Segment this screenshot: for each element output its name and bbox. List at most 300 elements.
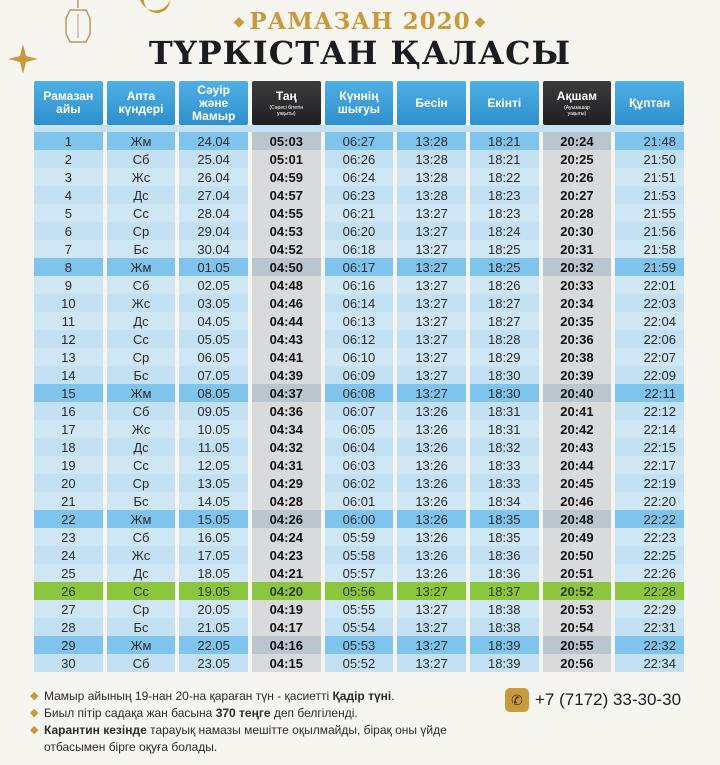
column-header-label: айы bbox=[56, 102, 81, 116]
table-cell: 18:27 bbox=[470, 312, 539, 330]
table-cell: 06:20 bbox=[325, 222, 394, 240]
table-cell: Ср bbox=[107, 348, 176, 366]
table-cell: 13:26 bbox=[397, 420, 466, 438]
table-cell: 04.05 bbox=[179, 312, 248, 330]
table-cell: 18:24 bbox=[470, 222, 539, 240]
column-header-label: Сәуір bbox=[197, 82, 230, 97]
table-cell: 18:27 bbox=[470, 294, 539, 312]
table-cell: 06:23 bbox=[325, 186, 394, 204]
table-row bbox=[34, 330, 684, 348]
table-cell: 18:25 bbox=[470, 240, 539, 258]
table-cell: 06:16 bbox=[325, 276, 394, 294]
table-cell: Бс bbox=[107, 618, 176, 636]
table-cell: 04:28 bbox=[252, 492, 321, 510]
table-cell: 21:51 bbox=[615, 168, 684, 186]
table-cell: 13:27 bbox=[397, 312, 466, 330]
table-cell: 27.04 bbox=[179, 186, 248, 204]
table-cell: 22:32 bbox=[615, 636, 684, 654]
table-row bbox=[34, 582, 684, 600]
table-cell: 18:36 bbox=[470, 564, 539, 582]
table-cell: 20:56 bbox=[543, 654, 612, 672]
table-cell: 18:36 bbox=[470, 546, 539, 564]
table-cell: 18:35 bbox=[470, 528, 539, 546]
table-cell: 13.05 bbox=[179, 474, 248, 492]
table-row bbox=[34, 654, 684, 672]
table-cell: 19 bbox=[34, 456, 103, 474]
table-row bbox=[34, 204, 684, 222]
table-cell: 11 bbox=[34, 312, 103, 330]
table-cell: Сс bbox=[107, 330, 176, 348]
phone-number[interactable]: +7 (7172) 33-30-30 bbox=[535, 690, 682, 709]
table-cell: Бс bbox=[107, 366, 176, 384]
table-cell: 20:27 bbox=[543, 186, 612, 204]
table-cell: 17.05 bbox=[179, 546, 248, 564]
table-cell: 13:26 bbox=[397, 402, 466, 420]
table-cell: 10 bbox=[34, 294, 103, 312]
table-cell: Дс bbox=[107, 186, 176, 204]
table-cell: 05:01 bbox=[252, 150, 321, 168]
table-cell: 22:34 bbox=[615, 654, 684, 672]
table-cell: 25 bbox=[34, 564, 103, 582]
table-cell: 20:36 bbox=[543, 330, 612, 348]
table-cell: 04:41 bbox=[252, 348, 321, 366]
table-cell: 23 bbox=[34, 528, 103, 546]
table-cell: 13:27 bbox=[397, 294, 466, 312]
column-header bbox=[615, 81, 684, 125]
table-cell: 04:21 bbox=[252, 564, 321, 582]
table-cell: 04:34 bbox=[252, 420, 321, 438]
column-header bbox=[470, 81, 539, 125]
table-cell: 04:17 bbox=[252, 618, 321, 636]
table-cell: 21:56 bbox=[615, 222, 684, 240]
table-cell: 15 bbox=[34, 384, 103, 402]
table-cell: 22:12 bbox=[615, 402, 684, 420]
phone-icon: ✆ bbox=[505, 688, 529, 712]
column-header-label: Бесін bbox=[415, 95, 448, 110]
table-cell: 18:31 bbox=[470, 420, 539, 438]
table-cell: 05:52 bbox=[325, 654, 394, 672]
table-cell: 20:39 bbox=[543, 366, 612, 384]
table-cell: 18:29 bbox=[470, 348, 539, 366]
table-cell: 13:28 bbox=[397, 168, 466, 186]
column-header bbox=[397, 81, 466, 125]
table-cell: 22:07 bbox=[615, 348, 684, 366]
table-row bbox=[34, 618, 684, 636]
table-cell: 15.05 bbox=[179, 510, 248, 528]
table-cell: Сс bbox=[107, 582, 176, 600]
table-cell: 06:13 bbox=[325, 312, 394, 330]
table-cell: 13:27 bbox=[397, 636, 466, 654]
table-cell: 22:22 bbox=[615, 510, 684, 528]
table-cell: 18:23 bbox=[470, 204, 539, 222]
column-header-label: Апта bbox=[126, 89, 156, 103]
table-cell: 20:28 bbox=[543, 204, 612, 222]
table-cell: 18:33 bbox=[470, 456, 539, 474]
table-cell: 20:45 bbox=[543, 474, 612, 492]
table-cell: 9 bbox=[34, 276, 103, 294]
table-cell: 22.05 bbox=[179, 636, 248, 654]
table-row bbox=[34, 600, 684, 618]
table-cell: 11.05 bbox=[179, 438, 248, 456]
table-cell: 08.05 bbox=[179, 384, 248, 402]
table-cell: Дс bbox=[107, 312, 176, 330]
bullet-icon: ◆ bbox=[30, 707, 39, 719]
table-cell: 20:42 bbox=[543, 420, 612, 438]
table-cell: 13:26 bbox=[397, 564, 466, 582]
table-cell: 2 bbox=[34, 150, 103, 168]
table-cell: 06:02 bbox=[325, 474, 394, 492]
table-cell: 18:25 bbox=[470, 258, 539, 276]
table-cell: Сб bbox=[107, 654, 176, 672]
table-cell: Дс bbox=[107, 564, 176, 582]
table-cell: 05.05 bbox=[179, 330, 248, 348]
table-cell: Жм bbox=[107, 636, 176, 654]
table-cell: 04:36 bbox=[252, 402, 321, 420]
table-cell: 04:26 bbox=[252, 510, 321, 528]
table-cell: 22:15 bbox=[615, 438, 684, 456]
table-cell: 05:57 bbox=[325, 564, 394, 582]
table-cell: 05:53 bbox=[325, 636, 394, 654]
table-cell: 06:07 bbox=[325, 402, 394, 420]
table-cell: 13:27 bbox=[397, 330, 466, 348]
table-cell: 22:26 bbox=[615, 564, 684, 582]
table-row bbox=[34, 312, 684, 330]
table-cell: 13:27 bbox=[397, 276, 466, 294]
table-cell: Ср bbox=[107, 600, 176, 618]
table-cell: 20:32 bbox=[543, 258, 612, 276]
table-cell: 20:52 bbox=[543, 582, 612, 600]
table-cell: 18:39 bbox=[470, 636, 539, 654]
table-cell: 28 bbox=[34, 618, 103, 636]
note-item: ◆ Карантин кезінде тарауық намазы мешітте оқылмайды, бірақ оны үйде отбасымен бірге оқуға болады. bbox=[30, 723, 447, 754]
table-cell: 22:23 bbox=[615, 528, 684, 546]
table-row bbox=[34, 546, 684, 564]
table-cell: 13:27 bbox=[397, 384, 466, 402]
table-cell: 13:26 bbox=[397, 456, 466, 474]
table-cell: 14.05 bbox=[179, 492, 248, 510]
table-cell: Жс bbox=[107, 168, 176, 186]
table-row bbox=[34, 510, 684, 528]
table-row bbox=[34, 474, 684, 492]
table-cell: 22:20 bbox=[615, 492, 684, 510]
table-cell: 13:27 bbox=[397, 348, 466, 366]
table-cell: 13:26 bbox=[397, 474, 466, 492]
table-cell: 20:26 bbox=[543, 168, 612, 186]
page-title: ТҮРКІСТАН ҚАЛАСЫ bbox=[148, 34, 572, 72]
table-cell: 06:09 bbox=[325, 366, 394, 384]
table-cell: 04:52 bbox=[252, 240, 321, 258]
table-cell: 13:27 bbox=[397, 582, 466, 600]
table-cell: 22:28 bbox=[615, 582, 684, 600]
subtitle: ◆ РАМАЗАН 2020 ◆ bbox=[233, 8, 487, 35]
table-cell: 13:27 bbox=[397, 240, 466, 258]
notes-section bbox=[30, 688, 500, 756]
table-cell: Сб bbox=[107, 402, 176, 420]
table-cell: 06:04 bbox=[325, 438, 394, 456]
table-cell: 18.05 bbox=[179, 564, 248, 582]
table-cell: 6 bbox=[34, 222, 103, 240]
column-header-label: Рамазан bbox=[43, 89, 94, 103]
table-cell: 20:30 bbox=[543, 222, 612, 240]
table-cell: 20:49 bbox=[543, 528, 612, 546]
column-header-label: Ақшам bbox=[556, 88, 598, 103]
table-cell: 06:21 bbox=[325, 204, 394, 222]
table-row bbox=[34, 222, 684, 240]
table-row bbox=[34, 168, 684, 186]
table-cell: 18:21 bbox=[470, 132, 539, 150]
table-cell: 20:44 bbox=[543, 456, 612, 474]
table-cell: Жм bbox=[107, 510, 176, 528]
table-cell: 01.05 bbox=[179, 258, 248, 276]
table-cell: 12.05 bbox=[179, 456, 248, 474]
table-cell: Сс bbox=[107, 204, 176, 222]
table-cell: 13:28 bbox=[397, 186, 466, 204]
table-cell: 04:53 bbox=[252, 222, 321, 240]
column-header bbox=[325, 81, 394, 125]
table-cell: 20:40 bbox=[543, 384, 612, 402]
column-header-label: Мамыр bbox=[192, 108, 236, 123]
table-cell: 06:27 bbox=[325, 132, 394, 150]
column-header-label: Екінті bbox=[487, 95, 522, 110]
table-cell: 04:29 bbox=[252, 474, 321, 492]
table-cell: 04:59 bbox=[252, 168, 321, 186]
table-cell: 18:34 bbox=[470, 492, 539, 510]
table-cell: 22:29 bbox=[615, 600, 684, 618]
table-cell: Сс bbox=[107, 456, 176, 474]
column-header bbox=[179, 81, 248, 125]
table-cell: 22:19 bbox=[615, 474, 684, 492]
table-cell: 18:30 bbox=[470, 366, 539, 384]
table-cell: 13:27 bbox=[397, 258, 466, 276]
table-cell: 18:39 bbox=[470, 654, 539, 672]
table-cell: 18:32 bbox=[470, 438, 539, 456]
table-cell: 06:12 bbox=[325, 330, 394, 348]
table-cell: 06.05 bbox=[179, 348, 248, 366]
table-body bbox=[34, 125, 684, 672]
table-row bbox=[34, 528, 684, 546]
table-cell: Жс bbox=[107, 420, 176, 438]
table-cell: 04:44 bbox=[252, 312, 321, 330]
table-cell: 12 bbox=[34, 330, 103, 348]
table-cell: 06:00 bbox=[325, 510, 394, 528]
table-cell: 06:18 bbox=[325, 240, 394, 258]
table-cell: 06:10 bbox=[325, 348, 394, 366]
table-cell: 06:14 bbox=[325, 294, 394, 312]
table-cell: 09.05 bbox=[179, 402, 248, 420]
table-cell: 20:35 bbox=[543, 312, 612, 330]
table-row bbox=[34, 294, 684, 312]
table-cell: Жм bbox=[107, 132, 176, 150]
column-header-label: шығуы bbox=[337, 102, 381, 116]
table-cell: 13:27 bbox=[397, 618, 466, 636]
table-cell: 13:26 bbox=[397, 546, 466, 564]
table-cell: 20:24 bbox=[543, 132, 612, 150]
table-cell: 04:43 bbox=[252, 330, 321, 348]
table-cell: 18:28 bbox=[470, 330, 539, 348]
table-cell: 29.04 bbox=[179, 222, 248, 240]
contact-phone[interactable] bbox=[505, 688, 681, 712]
table-cell: 04:48 bbox=[252, 276, 321, 294]
table-cell: 18:33 bbox=[470, 474, 539, 492]
table-cell: 06:05 bbox=[325, 420, 394, 438]
table-cell: 18 bbox=[34, 438, 103, 456]
table-cell: 06:03 bbox=[325, 456, 394, 474]
table-row bbox=[34, 420, 684, 438]
table-row bbox=[34, 132, 684, 150]
table-cell: 14 bbox=[34, 366, 103, 384]
table-row bbox=[34, 186, 684, 204]
table-cell: 18:35 bbox=[470, 510, 539, 528]
table-cell: 04:55 bbox=[252, 204, 321, 222]
table-row bbox=[34, 366, 684, 384]
table-row bbox=[34, 564, 684, 582]
table-cell: Жм bbox=[107, 258, 176, 276]
table-cell: 04:32 bbox=[252, 438, 321, 456]
table-cell: 18:23 bbox=[470, 186, 539, 204]
table-cell: 23.05 bbox=[179, 654, 248, 672]
table-cell: 3 bbox=[34, 168, 103, 186]
table-cell: 22:03 bbox=[615, 294, 684, 312]
table-cell: 18:21 bbox=[470, 150, 539, 168]
bullet-icon: ◆ bbox=[30, 690, 39, 702]
column-header bbox=[543, 81, 612, 125]
column-header-label: Күннің bbox=[339, 89, 379, 103]
note-item: ◆ Мамыр айының 19-нан 20-на қараған түн - қасиетті Қадір түні. bbox=[30, 689, 395, 703]
table-cell: 16 bbox=[34, 402, 103, 420]
table-cell: 20:38 bbox=[543, 348, 612, 366]
table-cell: Ср bbox=[107, 474, 176, 492]
table-cell: 18:31 bbox=[470, 402, 539, 420]
table-cell: Бс bbox=[107, 240, 176, 258]
table-cell: 13:27 bbox=[397, 600, 466, 618]
table-cell: 04:16 bbox=[252, 636, 321, 654]
table-cell: 20:34 bbox=[543, 294, 612, 312]
table-cell: 21:55 bbox=[615, 204, 684, 222]
table-cell: 04:46 bbox=[252, 294, 321, 312]
table-cell: 13 bbox=[34, 348, 103, 366]
table-cell: 22:01 bbox=[615, 276, 684, 294]
table-row bbox=[34, 348, 684, 366]
column-header-note: (Сәресі бітетін уақыты) bbox=[269, 104, 304, 117]
table-cell: 30 bbox=[34, 654, 103, 672]
table-cell: 02.05 bbox=[179, 276, 248, 294]
table-cell: 20:55 bbox=[543, 636, 612, 654]
table-cell: 22:25 bbox=[615, 546, 684, 564]
table-cell: 04:39 bbox=[252, 366, 321, 384]
column-header bbox=[252, 81, 321, 125]
table-cell: 19.05 bbox=[179, 582, 248, 600]
table-cell: 21:50 bbox=[615, 150, 684, 168]
table-cell: 20:25 bbox=[543, 150, 612, 168]
table-cell: 17 bbox=[34, 420, 103, 438]
table-cell: Дс bbox=[107, 438, 176, 456]
table-cell: 13:26 bbox=[397, 438, 466, 456]
table-cell: 06:08 bbox=[325, 384, 394, 402]
table-cell: 05:55 bbox=[325, 600, 394, 618]
table-cell: 07.05 bbox=[179, 366, 248, 384]
table-cell: 21:59 bbox=[615, 258, 684, 276]
column-header-label: Таң bbox=[275, 88, 297, 103]
table-cell: 22:09 bbox=[615, 366, 684, 384]
table-cell: 13:27 bbox=[397, 204, 466, 222]
table-cell: 04:20 bbox=[252, 582, 321, 600]
table-cell: 20:51 bbox=[543, 564, 612, 582]
table-cell: 20 bbox=[34, 474, 103, 492]
table-cell: 20:46 bbox=[543, 492, 612, 510]
table-cell: 7 bbox=[34, 240, 103, 258]
table-cell: 22:31 bbox=[615, 618, 684, 636]
table-cell: 04:19 bbox=[252, 600, 321, 618]
table-cell: 13:28 bbox=[397, 132, 466, 150]
bullet-icon: ◆ bbox=[30, 724, 39, 736]
table-cell: 20.05 bbox=[179, 600, 248, 618]
column-header bbox=[107, 81, 176, 125]
table-cell: 06:24 bbox=[325, 168, 394, 186]
table-cell: 18:30 bbox=[470, 384, 539, 402]
table-cell: 20:54 bbox=[543, 618, 612, 636]
table-cell: 20:31 bbox=[543, 240, 612, 258]
column-header-label: және bbox=[199, 95, 229, 110]
table-cell: 20:33 bbox=[543, 276, 612, 294]
table-cell: 04:15 bbox=[252, 654, 321, 672]
table-cell: 05:03 bbox=[252, 132, 321, 150]
table-cell: 18:38 bbox=[470, 600, 539, 618]
table-cell: 10.05 bbox=[179, 420, 248, 438]
table-cell: 24.04 bbox=[179, 132, 248, 150]
table-cell: Бс bbox=[107, 492, 176, 510]
table-cell: 06:17 bbox=[325, 258, 394, 276]
table-cell: 04:31 bbox=[252, 456, 321, 474]
table-cell: Сб bbox=[107, 150, 176, 168]
table-cell: 13:28 bbox=[397, 150, 466, 168]
table-cell: 04:37 bbox=[252, 384, 321, 402]
table-cell: 13:26 bbox=[397, 492, 466, 510]
table-cell: 20:48 bbox=[543, 510, 612, 528]
table-row bbox=[34, 438, 684, 456]
table-cell: Жм bbox=[107, 384, 176, 402]
table-cell: 05:54 bbox=[325, 618, 394, 636]
table-cell: 16.05 bbox=[179, 528, 248, 546]
table-cell: 29 bbox=[34, 636, 103, 654]
table-cell: 04:23 bbox=[252, 546, 321, 564]
table-cell: 21 bbox=[34, 492, 103, 510]
table-cell: 30.04 bbox=[179, 240, 248, 258]
table-cell: 26.04 bbox=[179, 168, 248, 186]
table-cell: 28.04 bbox=[179, 204, 248, 222]
table-cell: Сб bbox=[107, 276, 176, 294]
table-cell: 13:26 bbox=[397, 528, 466, 546]
table-cell: 05:59 bbox=[325, 528, 394, 546]
table-cell: 22:04 bbox=[615, 312, 684, 330]
table-cell: 21:58 bbox=[615, 240, 684, 258]
table-cell: 21:48 bbox=[615, 132, 684, 150]
table-cell: 04:24 bbox=[252, 528, 321, 546]
table-cell: 13:27 bbox=[397, 222, 466, 240]
table-cell: Ср bbox=[107, 222, 176, 240]
note-item: ◆ Биыл пітір садақа жан басына 370 теңге деп белгіленді. bbox=[30, 706, 358, 720]
table-cell: 04:57 bbox=[252, 186, 321, 204]
table-cell: 18:37 bbox=[470, 582, 539, 600]
table-cell: 13:27 bbox=[397, 366, 466, 384]
table-cell: 20:50 bbox=[543, 546, 612, 564]
table-cell: 18:38 bbox=[470, 618, 539, 636]
table-cell: 4 bbox=[34, 186, 103, 204]
table-cell: 22:06 bbox=[615, 330, 684, 348]
table-cell: 13:27 bbox=[397, 654, 466, 672]
table-cell: 21:53 bbox=[615, 186, 684, 204]
table-cell: Сб bbox=[107, 528, 176, 546]
table-cell: 22:17 bbox=[615, 456, 684, 474]
